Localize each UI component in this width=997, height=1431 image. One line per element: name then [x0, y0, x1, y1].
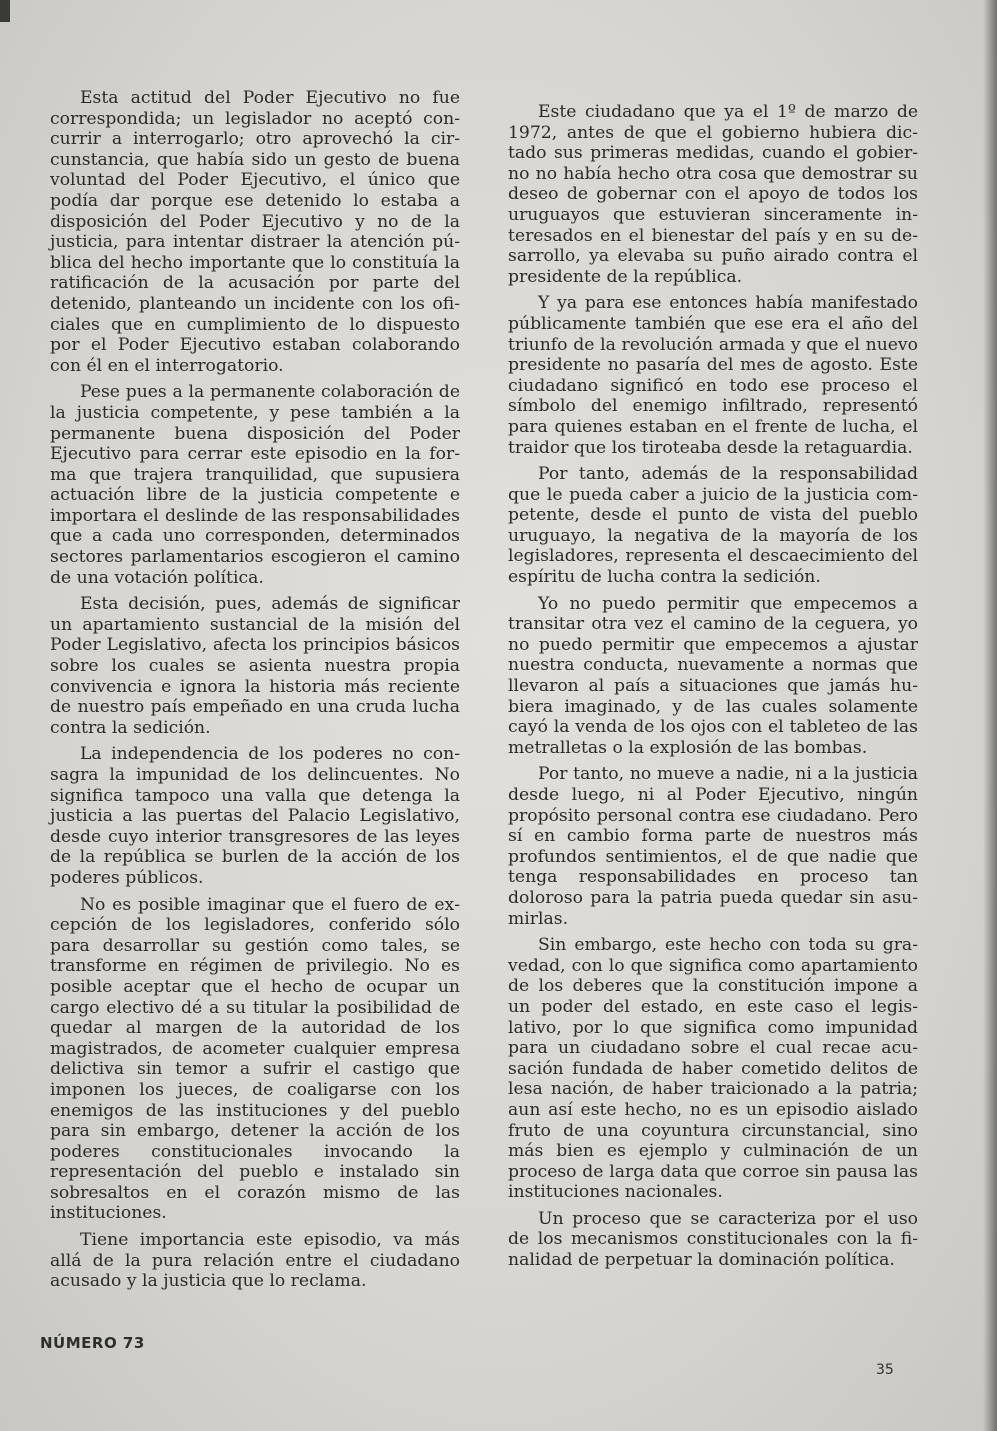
- page-number: 35: [876, 1362, 894, 1378]
- right-column: [508, 102, 918, 1277]
- left-paragraph-5: No es posible imaginar que el fuero de excepción de los legisladores, conferido sólo para desarrollar su gestión como tales, se transforme en régimen de privilegio. No es posible aceptar que el hecho de ocupar un cargo electivo dé a su titular la posibilidad de quedar al margen de la autoridad de los magistrados, de acometer cualquier empresa delictiva sin temor a sufrir el castigo que imponen los jueces, de coaligarse con los enemigos de las instituciones y del pueblo para sin embargo, detener la acción de los poderes constitucionales invocando la representación del pueblo e instalado sin sobresaltos en el corazón mismo de las instituciones.: [50, 894, 460, 1224]
- left-paragraph-6: Tiene importancia este episodio, va más allá de la pura relación entre el ciudadano acusado y la justicia que lo reclama.: [50, 1230, 460, 1292]
- left-paragraph-3: Esta decisión, pues, además de significar un apartamiento sustancial de la misión del Poder Legislativo, afecta los principios básicos sobre los cuales se asienta nuestra propia convivencia e ignora la historia más reciente de nuestro país empeñado en una cruda lucha contra la sedición.: [50, 594, 460, 738]
- left-paragraph-1: Esta actitud del Poder Ejecutivo no fue correspondida; un legislador no aceptó concurrir a interrogarlo; otro aprovechó la circunstancia, que había sido un gesto de buena voluntad del Poder Ejecutivo, el único que podía dar porque ese detenido lo estaba a disposición del Poder Ejecutivo y no de la justicia, para intentar distraer la atención pública del hecho importante que lo constituía la ratificación de la acusación por parte del detenido, planteando un incidente con los oficiales que en cumplimiento de lo dispuesto por el Poder Ejecutivo estaban colaborando con él en el interrogatorio.: [50, 88, 460, 376]
- scan-edge-shadow: [983, 0, 997, 1431]
- right-paragraph-5: Por tanto, no mueve a nadie, ni a la justicia desde luego, ni al Poder Ejecutivo, ningún propósito personal contra ese ciudadano. Pero sí en cambio forma parte de nuestros más profundos sentimientos, el de que nadie que tenga responsabilidades en proceso tan doloroso para la patria pueda quedar sin asumirlas.: [508, 764, 918, 929]
- left-paragraph-2: Pese pues a la permanente colaboración de la justicia competente, y pese también a la permanente buena disposición del Poder Ejecutivo para cerrar este episodio en la forma que trajera tranquilidad, que supusiera actuación libre de la justicia competente e importara el deslinde de las responsabilidades que a cada uno corresponden, determinados sectores parlamentarios escogieron el camino de una votación política.: [50, 382, 460, 588]
- left-column: [50, 88, 460, 1298]
- right-paragraph-7: Un proceso que se caracteriza por el uso de los mecanismos constitucionales con la finalidad de perpetuar la dominación política.: [508, 1208, 918, 1271]
- right-paragraph-6: Sin embargo, este hecho con toda su gravedad, con lo que significa como apartamiento de los deberes que la constitución impone a un poder del estado, en este caso el legislativo, por lo que significa como impunidad para un ciudadano sobre el cual recae acusación fundada de haber cometido delitos de lesa nación, de haber traicionado a la patria; aun así este hecho, no es un episodio aislado fruto de una coyuntura circunstancial, sino más bien es ejemplo y culminación de un proceso de larga data que corroe sin pausa las instituciones nacionales.: [508, 935, 918, 1203]
- scan-corner-mark: [0, 0, 10, 22]
- left-paragraph-4: La independencia de los poderes no consagra la impunidad de los delincuentes. No significa tampoco una valla que detenga la justicia a las puertas del Palacio Legislativo, desde cuyo interior transgresores de las leyes de la república se burlen de la acción de los poderes públicos.: [50, 744, 460, 888]
- issue-number: NÚMERO 73: [40, 1334, 145, 1352]
- right-paragraph-2: Y ya para ese entonces había manifestado públicamente también que ese era el año del triunfo de la revolución armada y que el nuevo presidente no pasaría del mes de agosto. Este ciudadano significó en todo ese proceso el símbolo del enemigo infiltrado, representó para quienes estaban en el frente de lucha, el traidor que los tiroteaba desde la retaguardia.: [508, 293, 918, 458]
- right-paragraph-3: Por tanto, además de la responsabilidad que le pueda caber a juicio de la justicia competente, desde el punto de vista del pueblo uruguayo, la negativa de la mayoría de los legisladores, representa el descaecimiento del espíritu de lucha contra la sedición.: [508, 464, 918, 588]
- right-paragraph-1: Este ciudadano que ya el 1º de marzo de 1972, antes de que el gobierno hubiera dictado sus primeras medidas, cuando el gobierno no había hecho otra cosa que demostrar su deseo de gobernar con el apoyo de todos los uruguayos que estuvieran sinceramente interesados en el bienestar del país y en su desarrollo, ya elevaba su puño airado contra el presidente de la república.: [508, 102, 918, 287]
- right-paragraph-4: Yo no puedo permitir que empecemos a transitar otra vez el camino de la ceguera, yo no puedo permitir que empecemos a ajustar nuestra conducta, nuevamente a normas que llevaron al país a situaciones que jamás hubiera imaginado, y de las cuales solamente cayó la venda de los ojos con el tableteo de las metralletas o la explosión de las bombas.: [508, 593, 918, 758]
